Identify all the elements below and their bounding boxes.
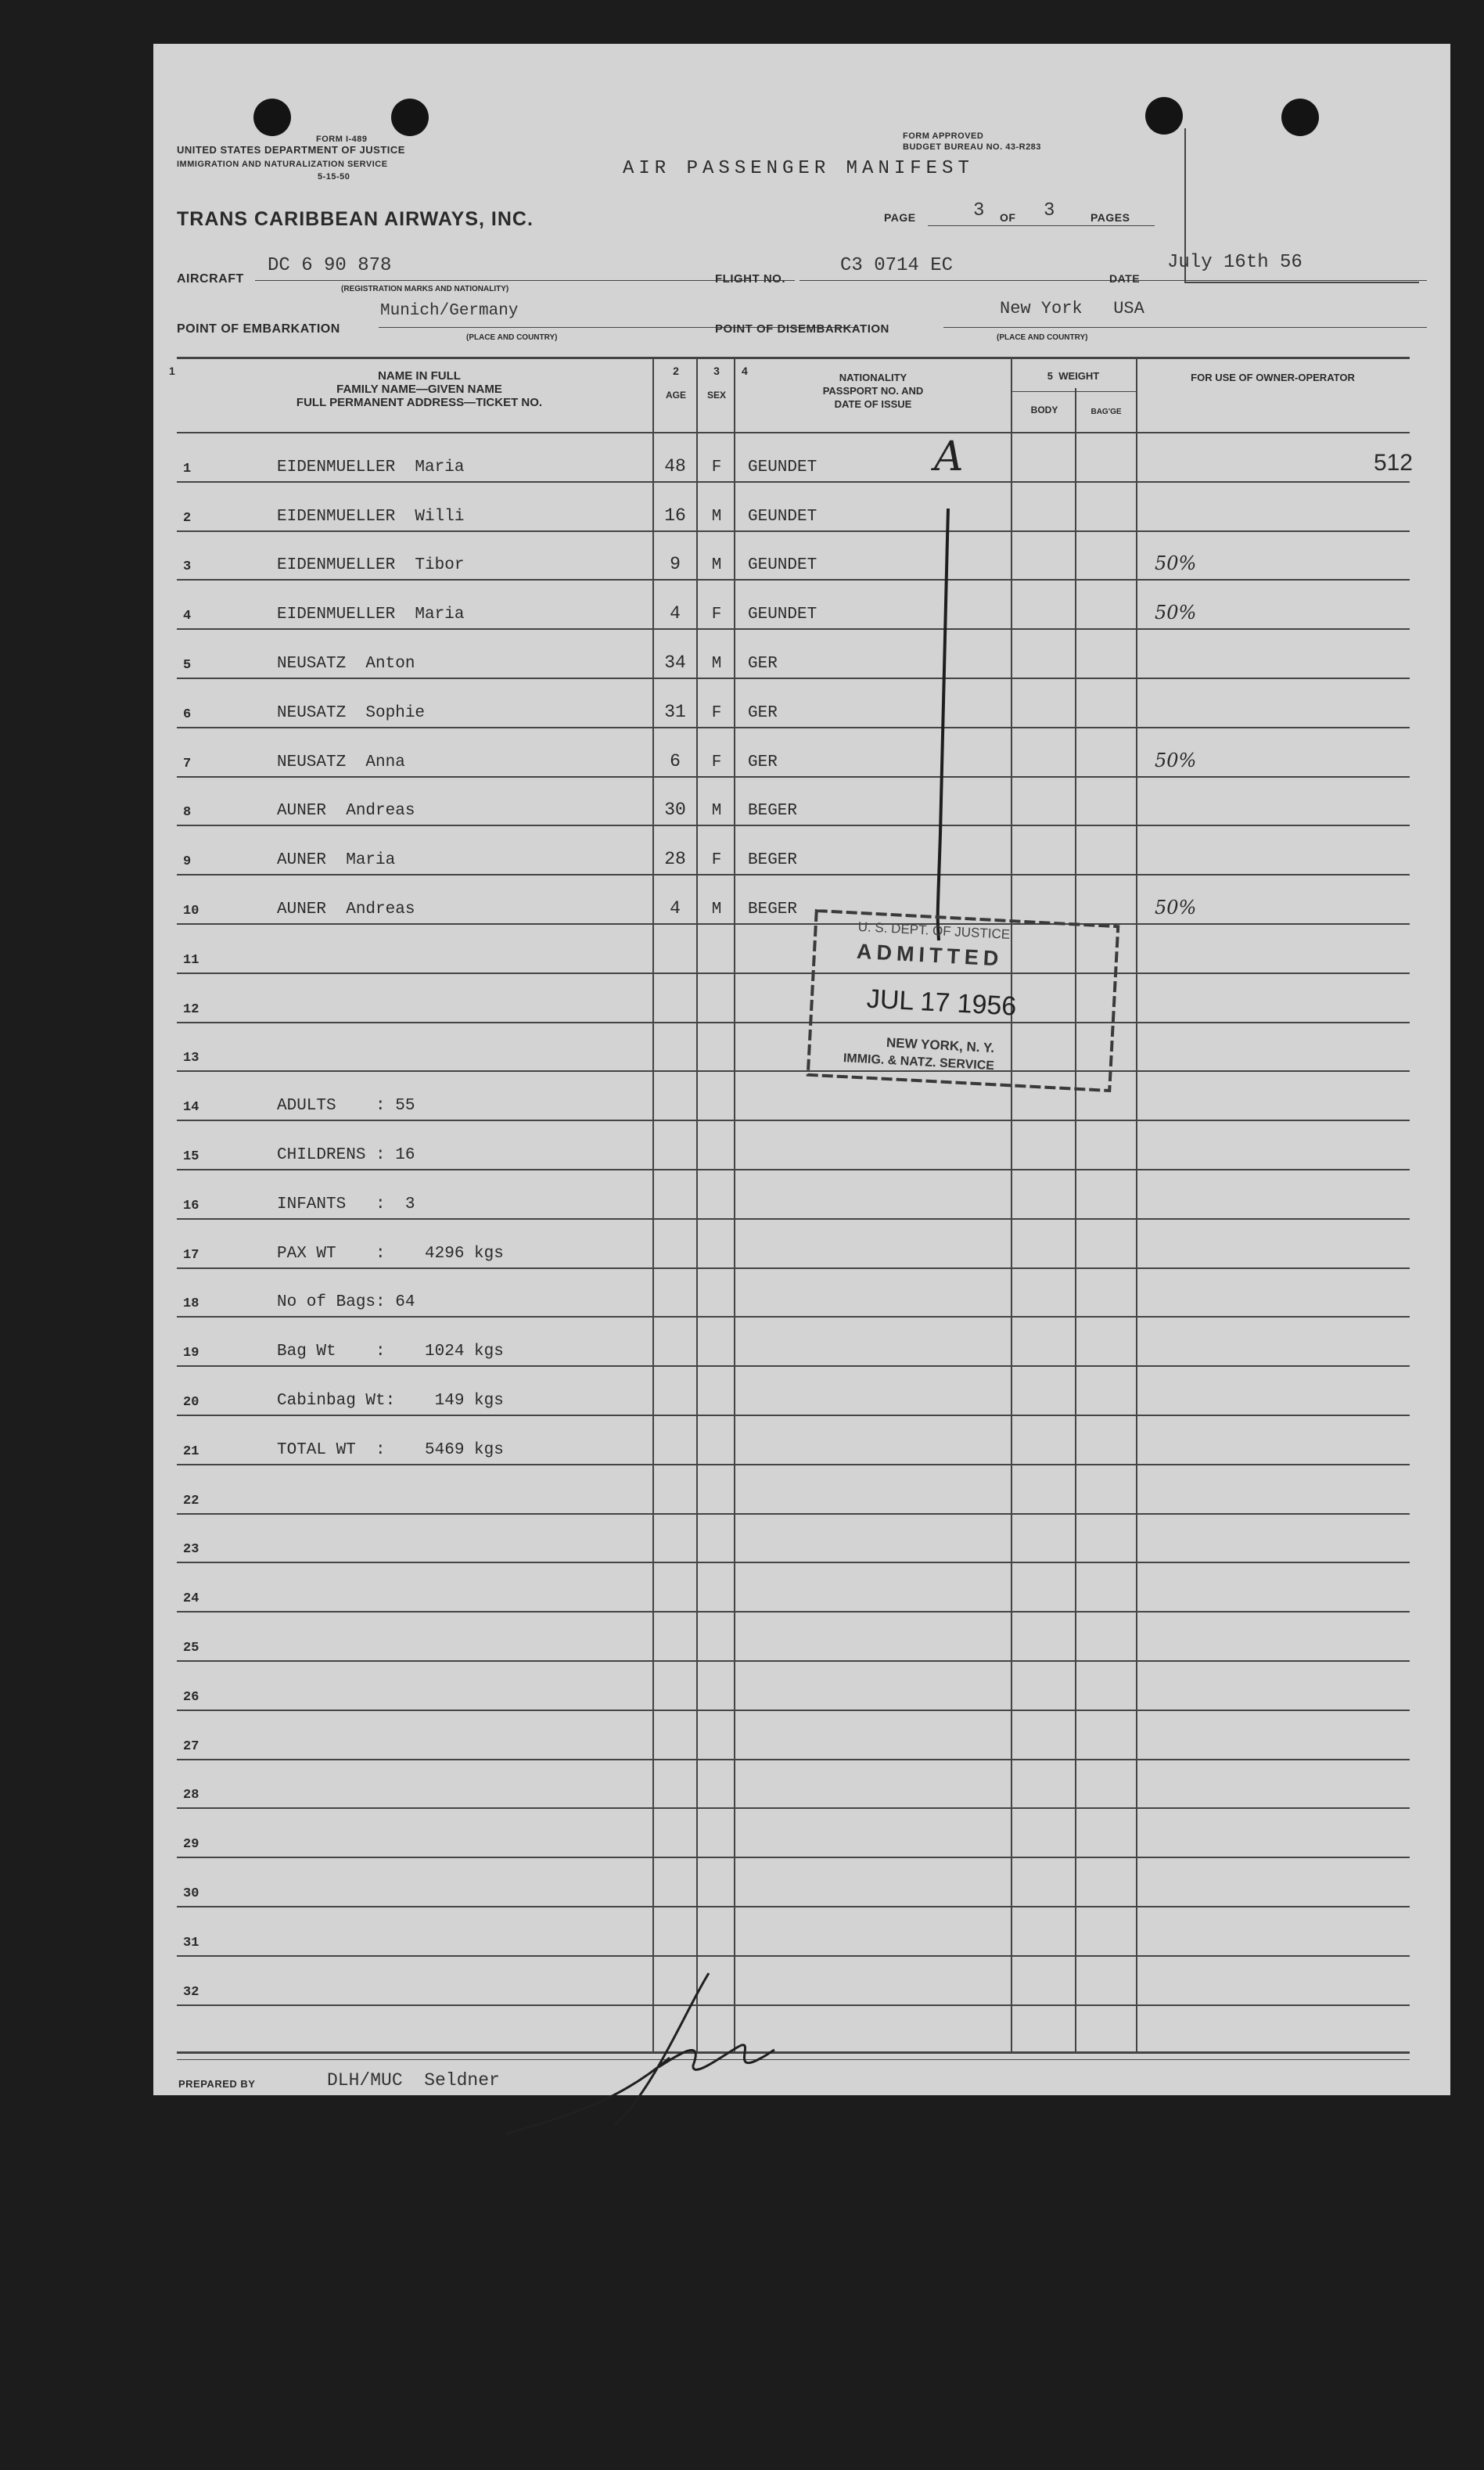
- passenger-nationality: BEGER: [748, 851, 798, 870]
- table-row: [177, 875, 1410, 925]
- row-number: 21: [183, 1444, 199, 1459]
- aircraft-value: DC 6 90 878: [268, 255, 392, 276]
- row-number: 24: [183, 1591, 199, 1607]
- passenger-sex: F: [711, 458, 722, 476]
- service-name: IMMIGRATION AND NATURALIZATION SERVICE: [177, 160, 388, 169]
- row-number: 12: [183, 1001, 199, 1017]
- row-number: 22: [183, 1493, 199, 1508]
- column-divider: [1011, 359, 1012, 2053]
- row-number: 25: [183, 1640, 199, 1656]
- table-row: [177, 532, 1410, 581]
- passenger-age: 31: [664, 701, 686, 722]
- budget-bureau: BUDGET BUREAU NO. 43-R283: [903, 142, 1041, 152]
- passenger-name: AUNER Andreas: [277, 900, 415, 919]
- column-divider: [734, 359, 735, 2053]
- aircraft-underline: [255, 280, 795, 281]
- col-sex-header: SEX: [706, 390, 726, 401]
- col-owner-header: FOR USE OF OWNER-OPERATOR: [1191, 372, 1355, 383]
- date-label: DATE: [1109, 272, 1141, 285]
- passenger-sex: F: [711, 703, 722, 722]
- passenger-sex: F: [711, 606, 722, 624]
- table-row: [177, 1613, 1410, 1662]
- table-row: [177, 433, 1413, 483]
- row-number: 1: [183, 461, 192, 476]
- owner-note: 512: [1373, 449, 1413, 476]
- row-number: 13: [183, 1051, 199, 1066]
- table-top-border: [177, 357, 1410, 359]
- row-number: 14: [183, 1100, 199, 1116]
- column-divider: [1075, 388, 1076, 2053]
- col-weight-header: [1011, 369, 1136, 383]
- row-number: 16: [183, 1198, 199, 1213]
- table-row: [177, 826, 1410, 875]
- table-bottom-border: [177, 2059, 1410, 2060]
- table-row: [177, 483, 1410, 532]
- row-number: 11: [183, 952, 199, 968]
- passenger-age: 28: [664, 849, 686, 870]
- passenger-age: 6: [670, 750, 681, 771]
- passenger-name: EIDENMUELLER Maria: [277, 458, 465, 476]
- date-underline: [1147, 280, 1427, 281]
- passenger-name: INFANTS : 3: [277, 1195, 415, 1213]
- passenger-name: CHILDRENS : 16: [277, 1145, 415, 1164]
- passenger-nationality: GER: [748, 753, 778, 771]
- col-body-header: BODY: [1030, 404, 1058, 415]
- passenger-nationality: GER: [748, 703, 778, 722]
- passenger-name: NEUSATZ Sophie: [277, 703, 426, 722]
- table-row: [177, 1858, 1410, 1907]
- row-number: 30: [183, 1886, 199, 1901]
- passenger-age: 48: [664, 455, 686, 476]
- row-number: 28: [183, 1788, 199, 1803]
- page-number: 3: [973, 200, 985, 221]
- page-underline: [928, 225, 1155, 226]
- table-row: [177, 679, 1410, 728]
- col-name-header: [232, 369, 607, 409]
- passenger-name: No of Bags: 64: [277, 1293, 415, 1312]
- manifest-title: AIR PASSENGER MANIFEST: [623, 158, 974, 179]
- passenger-age: 30: [664, 800, 686, 821]
- col2-header: [654, 365, 698, 402]
- table-row: [177, 1907, 1410, 1957]
- table-row: [177, 1957, 1410, 2006]
- embarkation-value: Munich/Germany: [380, 302, 519, 320]
- passenger-age: 4: [670, 603, 681, 624]
- weight-subdivider: [1012, 391, 1136, 392]
- passenger-nationality: BEGER: [748, 802, 798, 821]
- passenger-sex: M: [711, 802, 722, 821]
- owner-note: 50%: [1155, 896, 1197, 919]
- passenger-nationality: GEUNDET: [748, 507, 817, 526]
- table-row: [177, 1563, 1410, 1613]
- passenger-nationality: GER: [748, 654, 778, 673]
- col3-header: [698, 365, 735, 402]
- table-row: [177, 1318, 1410, 1367]
- column-divider: [696, 359, 698, 2053]
- row-number: 29: [183, 1837, 199, 1853]
- row-number: 19: [183, 1346, 199, 1361]
- department-name: UNITED STATES DEPARTMENT OF JUSTICE: [177, 144, 405, 156]
- embarkation-label: POINT OF EMBARKATION: [177, 322, 340, 336]
- col1-number: 1: [169, 365, 175, 377]
- column-divider: [652, 359, 654, 2053]
- row-number: 8: [183, 805, 192, 821]
- col-nat-line1: NATIONALITY: [839, 372, 907, 383]
- table-row: [177, 1760, 1410, 1810]
- passenger-age: 4: [670, 897, 681, 919]
- form-approved: FORM APPROVED: [903, 131, 984, 141]
- passenger-nationality: BEGER: [748, 900, 798, 919]
- passenger-nationality: GEUNDET: [748, 458, 817, 476]
- col-name-line3: FULL PERMANENT ADDRESS—TICKET NO.: [296, 396, 543, 409]
- passenger-name: AUNER Maria: [277, 851, 396, 870]
- stamp-line1: U. S. DEPT. OF JUSTICE: [857, 919, 1011, 943]
- table-row: [177, 1416, 1410, 1465]
- passenger-name: NEUSATZ Anna: [277, 753, 405, 771]
- flight-label: FLIGHT NO.: [715, 272, 785, 286]
- passenger-name: Bag Wt : 1024 kgs: [277, 1343, 504, 1361]
- handwritten-annotation: A: [934, 433, 964, 480]
- aircraft-sublabel: (REGISTRATION MARKS AND NATIONALITY): [341, 285, 509, 293]
- form-number: FORM I-489: [316, 135, 368, 144]
- row-number: 23: [183, 1542, 199, 1558]
- airline-name: TRANS CARIBBEAN AIRWAYS, INC.: [177, 208, 534, 230]
- disembarkation-value: New York USA: [1000, 299, 1144, 318]
- prepared-by-value: DLH/MUC Seldner: [327, 2070, 500, 2091]
- aircraft-label: AIRCRAFT: [177, 272, 244, 286]
- stamp-admitted: ADMITTED: [856, 939, 1004, 971]
- passenger-name: AUNER Andreas: [277, 802, 415, 821]
- passenger-nationality: GEUNDET: [748, 556, 817, 575]
- punch-hole: [391, 99, 429, 136]
- col-age-header: AGE: [665, 390, 686, 401]
- row-number: 2: [183, 510, 192, 526]
- stamp-service: IMMIG. & NATZ. SERVICE: [843, 1052, 995, 1073]
- table-row: [177, 1711, 1410, 1760]
- row-rule: [177, 2004, 1410, 2006]
- passenger-name: ADULTS : 55: [277, 1097, 415, 1116]
- col2-number: 2: [673, 365, 679, 377]
- table-row: [177, 974, 1410, 1023]
- row-number: 9: [183, 854, 192, 870]
- row-number: 6: [183, 706, 192, 722]
- passenger-age: 16: [664, 505, 686, 526]
- table-row: [177, 778, 1410, 827]
- passenger-sex: F: [711, 753, 722, 771]
- passenger-name: NEUSATZ Anton: [277, 654, 415, 673]
- col-name-line1: NAME IN FULL: [378, 369, 461, 383]
- row-number: 32: [183, 1984, 199, 2000]
- table-row: [177, 1465, 1410, 1515]
- corner-bracket: [1184, 282, 1419, 283]
- table-row: [177, 630, 1410, 679]
- table-row: [177, 1170, 1410, 1220]
- row-number: 17: [183, 1247, 199, 1263]
- row-number: 10: [183, 903, 199, 919]
- table-row: [177, 1269, 1410, 1318]
- disembarkation-underline: [943, 327, 1427, 328]
- page-label: PAGE: [884, 211, 916, 224]
- passenger-sex: M: [711, 507, 722, 526]
- stamp-city: NEW YORK, N. Y.: [886, 1034, 995, 1056]
- row-number: 5: [183, 657, 192, 673]
- punch-hole: [1281, 99, 1319, 136]
- table-row: [177, 1367, 1410, 1416]
- table-row: [177, 728, 1410, 778]
- flight-value: C3 0714 EC: [840, 255, 954, 276]
- passenger-name: Cabinbag Wt: 149 kgs: [277, 1391, 504, 1410]
- passenger-age: 9: [670, 554, 681, 575]
- passenger-sex: M: [711, 900, 722, 919]
- column-divider: [1136, 359, 1137, 2053]
- manifest-page: [153, 44, 1450, 2095]
- table-row: [177, 1072, 1410, 1121]
- col-nat-line2: PASSPORT NO. AND: [822, 385, 924, 397]
- signature-scribble: [498, 1964, 779, 2144]
- col4-number: 4: [742, 365, 748, 377]
- table-row: [177, 1023, 1410, 1073]
- embarkation-sublabel: (PLACE AND COUNTRY): [466, 333, 558, 342]
- passenger-sex: F: [711, 851, 722, 870]
- row-number: 18: [183, 1296, 199, 1312]
- disembarkation-sublabel: (PLACE AND COUNTRY): [997, 333, 1088, 342]
- page-total: 3: [1044, 200, 1055, 221]
- owner-note: 50%: [1155, 602, 1197, 624]
- passenger-name: EIDENMUELLER Maria: [277, 606, 465, 624]
- table-row: [177, 581, 1410, 630]
- passenger-nationality: GEUNDET: [748, 606, 817, 624]
- punch-hole: [1145, 97, 1183, 135]
- passenger-name: EIDENMUELLER Willi: [277, 507, 465, 526]
- table-row: [177, 1662, 1410, 1711]
- owner-note: 50%: [1155, 552, 1197, 575]
- col-weight-label: WEIGHT: [1058, 370, 1100, 382]
- row-number: 15: [183, 1149, 199, 1164]
- table-row: [177, 1515, 1410, 1564]
- passenger-sex: M: [711, 556, 722, 575]
- col-baggage-header: BAG'GE: [1091, 408, 1122, 416]
- passenger-sex: M: [711, 654, 722, 673]
- row-number: 27: [183, 1738, 199, 1754]
- col-nationality-header: [735, 371, 1011, 411]
- col5-number: 5: [1047, 370, 1053, 382]
- row-number: 7: [183, 756, 192, 771]
- disembarkation-label: POINT OF DISEMBARKATION: [715, 322, 889, 336]
- punch-hole: [253, 99, 291, 136]
- form-date: 5-15-50: [318, 172, 350, 182]
- passenger-name: TOTAL WT : 5469 kgs: [277, 1440, 504, 1459]
- passenger-name: PAX WT : 4296 kgs: [277, 1244, 504, 1263]
- date-value: July 16th 56: [1167, 252, 1303, 273]
- col3-number: 3: [713, 365, 720, 377]
- row-number: 4: [183, 609, 192, 624]
- owner-note: 50%: [1155, 749, 1197, 771]
- col-nat-line3: DATE OF ISSUE: [834, 398, 912, 410]
- of-label: OF: [1000, 211, 1016, 224]
- admitted-stamp: [803, 906, 1123, 1096]
- row-number: 3: [183, 559, 192, 575]
- table-row: [177, 925, 1410, 974]
- table-row: [177, 1809, 1410, 1858]
- table-row: [177, 1220, 1410, 1269]
- stamp-date: JUL 17 1956: [865, 983, 1018, 1022]
- passenger-age: 34: [664, 652, 686, 673]
- handwritten-line: [928, 505, 959, 944]
- prepared-by-label: PREPARED BY: [178, 2078, 256, 2090]
- table-row: [177, 1121, 1410, 1170]
- passenger-name: EIDENMUELLER Tibor: [277, 556, 465, 575]
- col-name-line2: FAMILY NAME—GIVEN NAME: [336, 383, 502, 396]
- row-number: 31: [183, 1935, 199, 1950]
- pages-label: PAGES: [1091, 211, 1130, 224]
- row-number: 20: [183, 1394, 199, 1410]
- table-bottom-border: [177, 2051, 1410, 2054]
- row-number: 26: [183, 1689, 199, 1705]
